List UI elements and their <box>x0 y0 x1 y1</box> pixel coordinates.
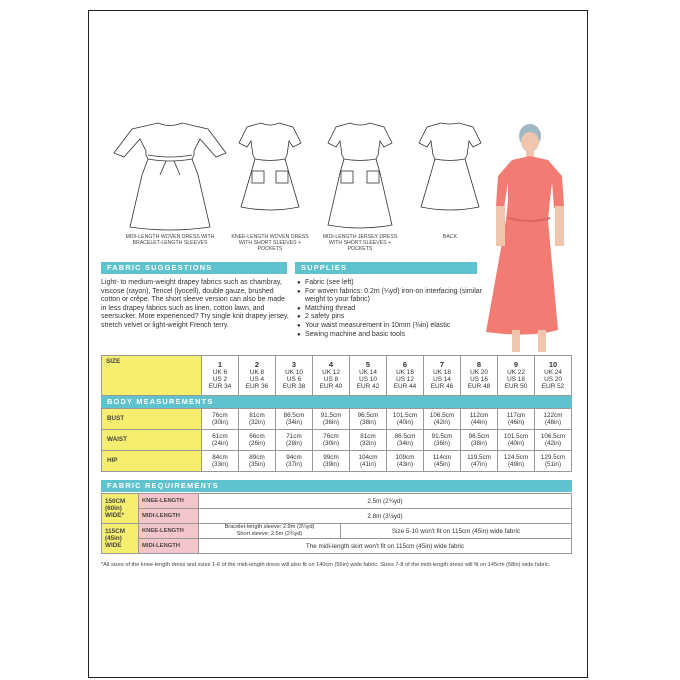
requirement-note: The midi-length skirt won't fit on 115cm (45in) wide fabric <box>199 539 572 554</box>
measurement-cell: 129.5cm (51in) <box>535 451 572 472</box>
measurement-cell: 109cm (43in) <box>387 451 424 472</box>
supplies-list <box>297 279 487 339</box>
length-label-knee: KNEE-LENGTH <box>139 524 199 539</box>
measurement-cell: 96.5cm (38in) <box>350 409 387 430</box>
measurement-cell: 117cm (46in) <box>498 409 535 430</box>
size-cell: 2 UK 8 US 4 EUR 36 <box>239 356 276 396</box>
size-cell: 3 UK 10 US 6 EUR 38 <box>276 356 313 396</box>
measurement-cell: 104cm (41in) <box>350 451 387 472</box>
measurement-cell: 76cm (30in) <box>313 430 350 451</box>
supplies-item: ● Matching thread <box>297 305 487 314</box>
measurement-cell: 101.5cm (40in) <box>387 409 424 430</box>
model-photo <box>478 120 583 360</box>
size-row <box>102 356 572 396</box>
size-cell: 4 UK 12 US 8 EUR 40 <box>313 356 350 396</box>
measurement-cell: 89cm (35in) <box>239 451 276 472</box>
measurement-cell: 101.5cm (40in) <box>498 430 535 451</box>
supplies-item: ● 2 safety pins <box>297 313 487 322</box>
requirement-value: 2.8m (3⅛yd) <box>199 509 572 524</box>
caption-bracelet-sleeve: MIDI-LENGTH WOVEN DRESS WITH BRACELET-LENGTH SLEEVES <box>125 234 215 246</box>
fabric-row-115-midi <box>102 539 572 554</box>
fabric-suggestions-header: FABRIC SUGGESTIONS <box>101 262 287 274</box>
caption-jersey-midi: MIDI-LENGTH JERSEY DRESS WITH SHORT SLEEVES + POCKETS <box>322 234 398 252</box>
length-label-knee: KNEE-LENGTH <box>139 494 199 509</box>
measurement-cell: 106.5cm (42in) <box>535 430 572 451</box>
row-label: WAIST <box>102 430 202 451</box>
dress-drawing-back <box>413 115 488 235</box>
dress-drawing-bracelet-sleeve <box>110 115 230 235</box>
supplies-item: ● Fabric (see left) <box>297 279 487 288</box>
caption-back: BACK <box>442 234 458 240</box>
size-cell: 1 UK 6 US 2 EUR 34 <box>202 356 239 396</box>
measurement-row-hip <box>102 451 572 472</box>
measurement-cell: 71cm (28in) <box>276 430 313 451</box>
measurement-cell: 86.5cm (34in) <box>276 409 313 430</box>
measurement-cell: 66cm (26in) <box>239 430 276 451</box>
size-cell: 10 UK 24 US 20 EUR 52 <box>535 356 572 396</box>
measurement-cell: 86.5cm (34in) <box>387 430 424 451</box>
requirement-value: Bracelet-length sleeve: 2.9m (3¼yd) Short sleeve: 2.5m (2¾yd) <box>199 524 341 539</box>
size-cell: 9 UK 22 US 18 EUR 50 <box>498 356 535 396</box>
dress-drawing-jersey-midi <box>320 115 400 235</box>
supplies-item: ● Sewing machine and basic tools <box>297 331 487 340</box>
measurement-cell: 84cm (33in) <box>202 451 239 472</box>
measurement-cell: 114cm (45in) <box>424 451 461 472</box>
width-label-150: 150CM (60in) WIDE* <box>102 494 139 524</box>
fabric-suggestions-text: Light- to medium-weight drapey fabrics such as chambray, viscose (rayon), Tencel (lyocell), double gauze, brushed cotton or crêpe. The short sleeve version can also be made in less drapey fabrics such as linen, cotton lawn, and seersucker. More experienced? Try single knit drapey jersey, stretch velvet or light-weight French terry. <box>101 279 289 329</box>
measurement-cell: 94cm (37in) <box>276 451 313 472</box>
measurement-cell: 99cm (39in) <box>313 451 350 472</box>
size-cell: 5 UK 14 US 10 EUR 42 <box>350 356 387 396</box>
measurement-cell: 122cm (48in) <box>535 409 572 430</box>
measurement-cell: 91.5cm (36in) <box>424 430 461 451</box>
length-label-midi: MIDI-LENGTH <box>139 539 199 554</box>
measurement-cell: 76cm (30in) <box>202 409 239 430</box>
requirement-note: Size 5-10 won't fit on 115cm (45in) wide fabric <box>341 524 572 539</box>
footnote: *All sizes of the knee-length dress and sizes 1-6 of the midi-length dress will also fit on 140cm (56in) wide fabric. Sizes 7-8 of the midi-length dress will fit on 145cm (58in) wide fabric. <box>101 562 551 568</box>
row-label: HIP <box>102 451 202 472</box>
fabric-row-150-knee <box>102 494 572 509</box>
measurement-row-waist <box>102 430 572 451</box>
measurement-cell: 81cm (32in) <box>239 409 276 430</box>
requirement-value: 2.5m (2¾yd) <box>199 494 572 509</box>
measurement-cell: 81cm (32in) <box>350 430 387 451</box>
size-cell: 7 UK 18 US 14 EUR 46 <box>424 356 461 396</box>
width-label-115: 115CM (45in) WIDE <box>102 524 139 554</box>
size-cell: 6 UK 16 US 12 EUR 44 <box>387 356 424 396</box>
body-measurements-header: BODY MEASUREMENTS <box>101 396 572 408</box>
supplies-item: ● Your waist measurement in 10mm (⅜in) elastic <box>297 322 487 331</box>
fabric-row-150-midi <box>102 509 572 524</box>
size-cell: 8 UK 20 US 16 EUR 48 <box>461 356 498 396</box>
size-table <box>101 355 572 396</box>
supplies-header: SUPPLIES <box>295 262 477 274</box>
measurement-cell: 119.5cm (47in) <box>461 451 498 472</box>
fabric-row-115-knee <box>102 524 572 539</box>
measurement-cell: 124.5cm (49in) <box>498 451 535 472</box>
measurement-row-bust <box>102 409 572 430</box>
fabric-requirements-table <box>101 493 572 554</box>
body-measurements-table <box>101 408 572 472</box>
measurement-cell: 96.5cm (38in) <box>461 430 498 451</box>
measurement-cell: 106.5cm (42in) <box>424 409 461 430</box>
caption-knee-length: KNEE-LENGTH WOVEN DRESS WITH SHORT SLEEVES + POCKETS <box>231 234 309 252</box>
row-label: BUST <box>102 409 202 430</box>
measurement-cell: 91.5cm (36in) <box>313 409 350 430</box>
measurement-cell: 61cm (24in) <box>202 430 239 451</box>
supplies-item: ● For woven fabrics: 0.2m (¼yd) iron-on interfacing (similar weight to your fabric) <box>297 288 487 305</box>
size-label: SIZE <box>102 356 202 396</box>
measurement-cell: 112cm (44in) <box>461 409 498 430</box>
length-label-midi: MIDI-LENGTH <box>139 509 199 524</box>
dress-drawing-knee-length <box>235 115 305 235</box>
fabric-requirements-header: FABRIC REQUIREMENTS <box>101 480 572 492</box>
